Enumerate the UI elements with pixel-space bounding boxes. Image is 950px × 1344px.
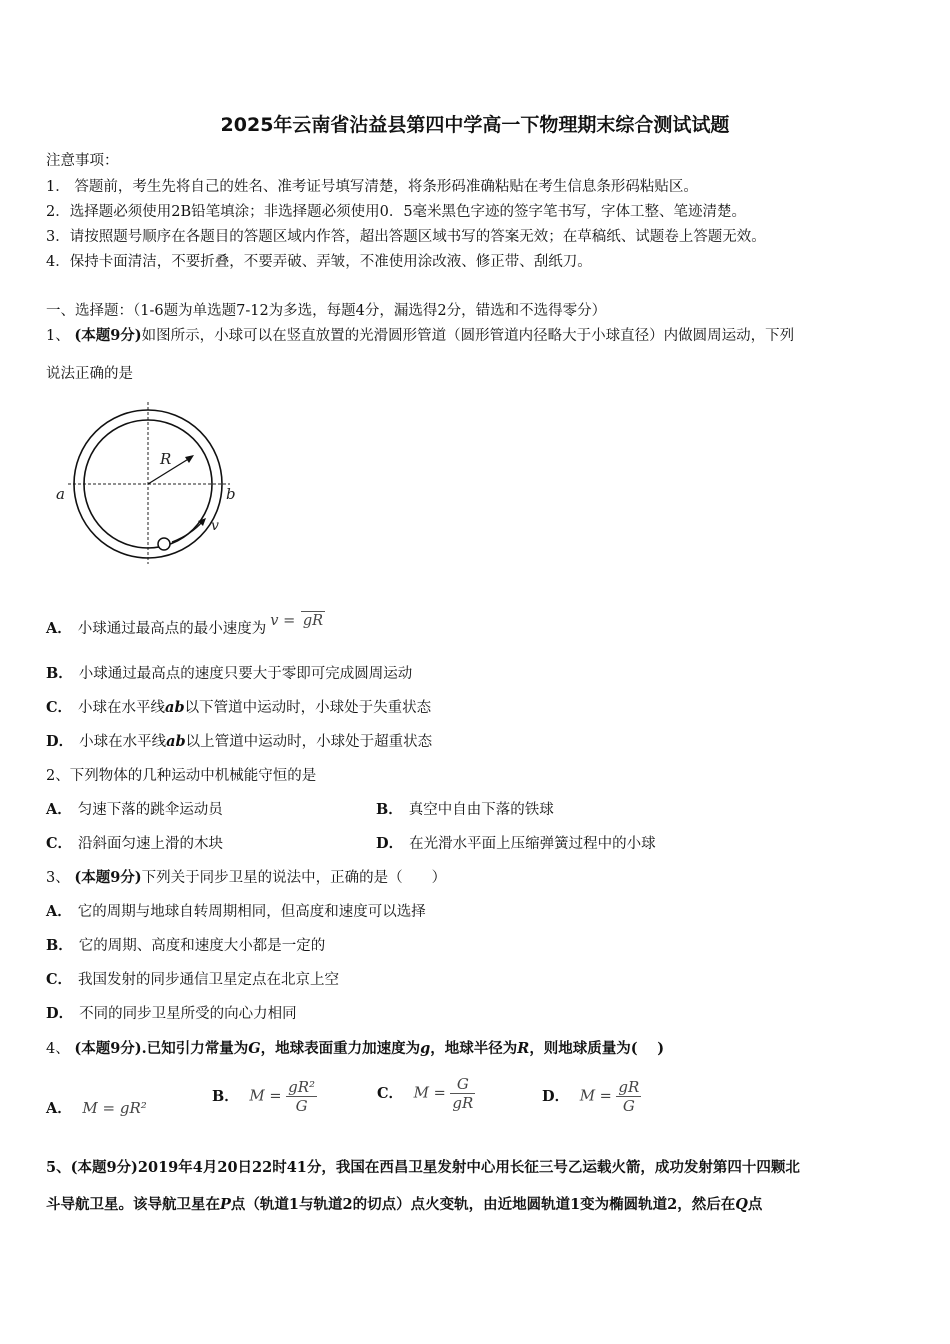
question-2: [46, 767, 316, 785]
question-2-option-c[interactable]: [46, 835, 223, 853]
circular-tube-diagram: [52, 402, 252, 572]
radius-arrowhead: [185, 455, 194, 463]
question-2-option-b[interactable]: [376, 801, 554, 819]
question-3-option-b[interactable]: [46, 937, 325, 955]
option-text: 沿斜面匀速上滑的木块: [78, 836, 224, 852]
notice-heading: 注意事项：: [46, 153, 119, 169]
question-5-line-1: [46, 1159, 800, 1177]
label-v: v: [211, 518, 219, 534]
option-label: D．: [46, 733, 74, 750]
question-1-line-2: 说法正确的是: [46, 366, 133, 382]
question-5-var-P: P: [220, 1196, 231, 1213]
option-label: B．: [212, 1087, 239, 1105]
notice-item-2: 2．选择题必须使用2B铅笔填涂；非选择题必须使用0．5毫米黑色字迹的签字笔书写，字体工整、笔迹清楚。: [46, 204, 747, 220]
notice-item-4: 4．保持卡面清洁，不要折叠，不要弄破、弄皱，不准使用涂改液、修正带、刮纸刀。: [46, 254, 592, 270]
question-3-points: (本题9分): [74, 869, 142, 886]
question-4-text-d: ，则地球质量为( ): [529, 1040, 665, 1057]
question-5-text-2c: 点: [747, 1196, 763, 1213]
option-math: v = gR: [270, 613, 324, 629]
question-4-text-c: ，地球半径为: [430, 1040, 518, 1057]
option-fraction: $\frac{\text{gR²}}{G}$: [288, 1078, 316, 1115]
label-R: R: [160, 450, 172, 468]
option-label: B．: [46, 665, 73, 682]
option-fraction: $\frac{G}{gR}$: [452, 1075, 474, 1112]
question-3-option-c[interactable]: [46, 971, 339, 989]
question-1-text: 如图所示，小球可以在竖直放置的光滑圆形管道（圆形管道内径略大于小球直径）内做圆周运动，下列: [141, 328, 795, 344]
question-3-text: 下列关于同步卫星的说法中，正确的是（ ）: [141, 870, 447, 886]
question-5-text-1: 2019年4月20日22时41分，我国在西昌卫星发射中心用长征三号乙运载火箭，成功发射第四十四颗北: [137, 1159, 800, 1176]
question-4-points: (本题9分): [74, 1040, 142, 1057]
option-fraction: $\frac{gR}{G}$: [618, 1078, 640, 1115]
question-4-option-c[interactable]: C． M = $\frac{G}{gR}$: [377, 1075, 474, 1112]
question-1-option-b[interactable]: [46, 665, 412, 683]
option-text-post: 以上管道中运动时，小球处于超重状态: [185, 734, 433, 750]
option-text: 它的周期、高度和速度大小都是一定的: [78, 938, 326, 954]
question-5-points: (本题9分): [70, 1159, 138, 1176]
option-var: ab: [166, 733, 186, 750]
option-label: D．: [46, 1005, 74, 1022]
question-2-number: 2、: [46, 768, 70, 784]
question-3-option-d[interactable]: [46, 1005, 297, 1023]
question-2-option-a[interactable]: [46, 801, 223, 819]
question-4-option-b[interactable]: B． M = $\frac{\text{gR²}}{G}$: [212, 1078, 316, 1115]
question-4-var-g: g: [420, 1040, 431, 1057]
question-5-text-2b: 点（轨道1与轨道2的切点）点火变轨，由近地圆轨道1变为椭圆轨道2，然后在: [230, 1196, 736, 1213]
question-1-option-d[interactable]: [46, 733, 432, 751]
option-text: 真空中自由下落的铁球: [408, 802, 554, 818]
option-lhs: M: [249, 1086, 265, 1105]
question-5-number: 5、: [46, 1159, 71, 1176]
option-label: D．: [542, 1087, 570, 1105]
question-4-text-b: ，地球表面重力加速度为: [260, 1040, 421, 1057]
option-label: C．: [46, 971, 73, 988]
option-label: A．: [46, 801, 72, 818]
option-label: D．: [376, 835, 404, 852]
question-4-var-G: G: [248, 1040, 261, 1057]
option-label: C．: [46, 699, 73, 716]
question-1-number: 1、: [46, 328, 70, 344]
option-text: 匀速下落的跳伞运动员: [77, 802, 223, 818]
option-label: C．: [377, 1084, 404, 1102]
question-5-text-2a: 斗导航卫星。该导航卫星在: [46, 1196, 220, 1213]
option-text: 我国发射的同步通信卫星定点在北京上空: [78, 972, 340, 988]
option-label: A．: [46, 903, 72, 920]
question-4-option-d[interactable]: D． M = $\frac{gR}{G}$: [542, 1078, 640, 1115]
question-4-var-R: R: [517, 1040, 530, 1057]
option-label: C．: [46, 835, 73, 852]
option-text: 不同的同步卫星所受的向心力相同: [79, 1006, 297, 1022]
question-4: [46, 1040, 664, 1058]
option-label: A．: [46, 620, 72, 637]
option-text-pre: 小球在水平线: [79, 734, 167, 750]
option-label: B．: [46, 937, 73, 954]
option-label: A．: [46, 1100, 72, 1117]
option-text: 在光滑水平面上压缩弹簧过程中的小球: [409, 836, 656, 852]
option-lhs: M: [579, 1086, 596, 1105]
label-a: a: [56, 485, 65, 503]
question-1-option-a[interactable]: [46, 613, 325, 638]
question-2-text: 下列物体的几种运动中机械能守恒的是: [69, 768, 317, 784]
question-4-number: 4、: [46, 1041, 70, 1057]
option-var: ab: [165, 699, 185, 716]
question-5-line-2: [46, 1196, 762, 1214]
question-3-option-a[interactable]: [46, 903, 426, 921]
notice-item-1: 1． 答题前，考生先将自己的姓名、准考证号填写清楚，将条形码准确粘贴在考生信息条形码粘贴区。: [46, 179, 698, 195]
option-text: 小球通过最高点的速度只要大于零即可完成圆周运动: [78, 666, 413, 682]
question-3: [46, 869, 446, 887]
page-title: 2025年云南省沾益县第四中学高一下物理期末综合测试试题: [220, 114, 730, 136]
option-text: 小球通过最高点的最小速度为: [77, 621, 267, 637]
question-1-points: (本题9分): [74, 327, 142, 344]
option-text: 它的周期与地球自转周期相同，但高度和速度可以选择: [77, 904, 426, 920]
notice-item-3: 3．请按照题号顺序在各题目的答题区域内作答，超出答题区域书写的答案无效；在草稿纸、试题卷上答题无效。: [46, 229, 766, 245]
question-3-number: 3、: [46, 870, 70, 886]
option-text-post: 以下管道中运动时，小球处于失重状态: [184, 700, 432, 716]
question-2-option-d[interactable]: [376, 835, 656, 853]
question-4-option-a[interactable]: [46, 1099, 147, 1118]
option-label: B．: [376, 801, 403, 818]
question-4-text-a: .已知引力常量为: [141, 1040, 249, 1057]
question-1-option-c[interactable]: [46, 699, 431, 717]
question-5-var-Q: Q: [735, 1196, 748, 1213]
ball: [158, 538, 170, 550]
option-lhs: M: [413, 1083, 430, 1102]
section-heading: 一、选择题：（1-6题为单选题7-12为多选，每题4分，漏选得2分，错选和不选得零分）: [46, 303, 607, 319]
option-math: M = gR²: [82, 1099, 147, 1117]
question-1-line-1: [46, 327, 794, 345]
label-b: b: [226, 485, 236, 503]
option-text-pre: 小球在水平线: [78, 700, 166, 716]
